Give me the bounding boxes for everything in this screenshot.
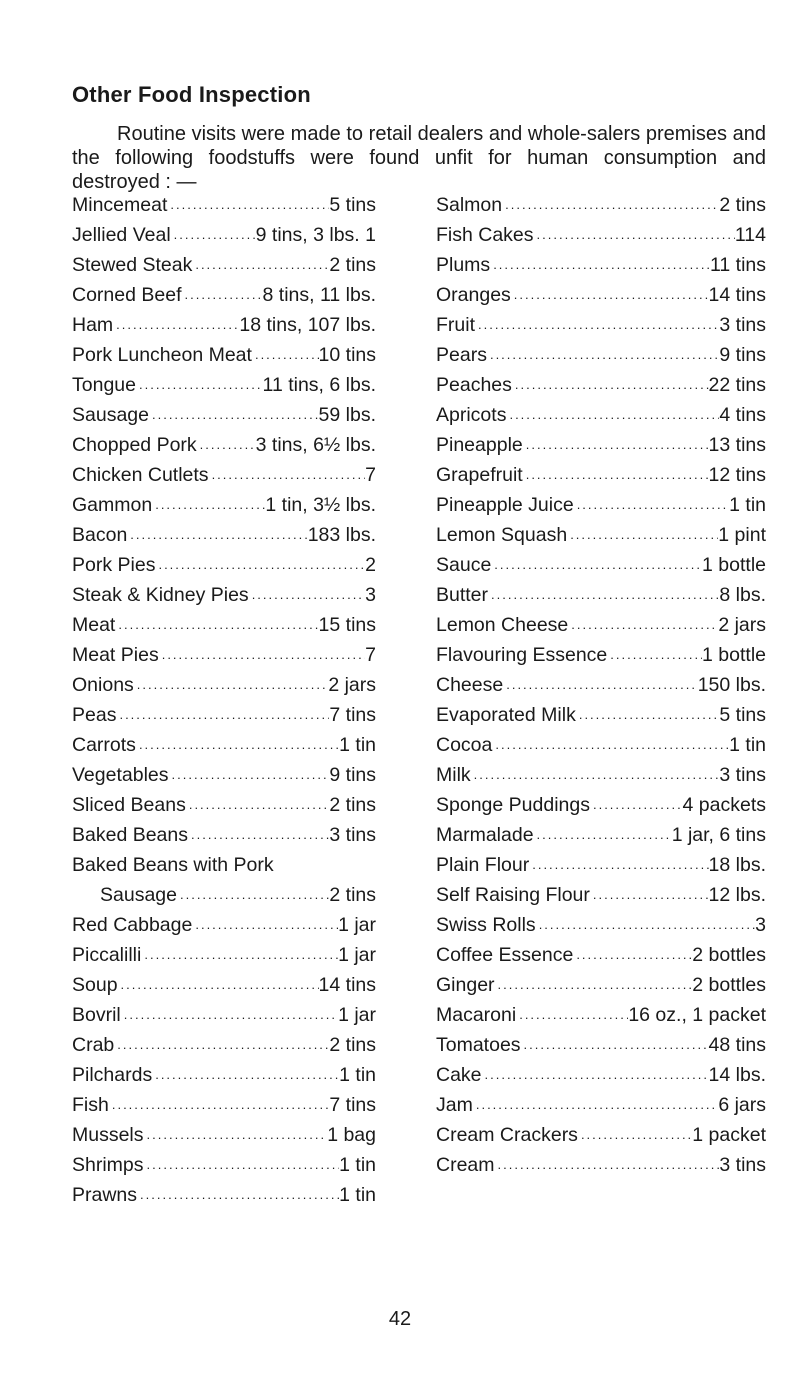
list-item (72, 730, 376, 760)
item-quantity: 3 tins, 6½ lbs. (255, 434, 376, 456)
list-item (436, 250, 766, 280)
item-quantity: 59 lbs. (318, 404, 376, 426)
dot-leader (534, 820, 672, 850)
dot-leader (136, 730, 339, 760)
dot-leader (114, 1030, 329, 1060)
list-item (436, 460, 766, 490)
list-item (72, 580, 376, 610)
dot-leader (192, 250, 329, 280)
list-item (72, 640, 376, 670)
item-name: Swiss Rolls (436, 914, 536, 936)
list-item (436, 610, 766, 640)
dot-leader (568, 610, 718, 640)
item-quantity: 9 tins (329, 764, 376, 786)
dot-leader (249, 580, 365, 610)
item-quantity: 2 (365, 554, 376, 576)
item-name: Plain Flour (436, 854, 530, 876)
item-quantity: 5 tins (719, 704, 766, 726)
list-item (436, 520, 766, 550)
list-item (72, 1060, 376, 1090)
item-quantity: 4 packets (682, 794, 766, 816)
list-item (72, 1120, 376, 1150)
list-item (436, 1090, 766, 1120)
list-item (436, 220, 766, 250)
dot-leader (473, 1090, 718, 1120)
item-quantity: 3 tins (329, 824, 376, 846)
item-name: Prawns (72, 1184, 138, 1206)
dot-leader (177, 880, 329, 910)
item-name: Lemon Cheese (436, 614, 569, 636)
item-quantity: 14 lbs. (708, 1064, 766, 1086)
item-name: Coffee Essence (436, 944, 574, 966)
dot-leader (567, 520, 718, 550)
dot-leader (534, 220, 735, 250)
list-item (72, 850, 376, 880)
dot-leader (152, 1060, 339, 1090)
item-quantity: 1 jar, 6 tins (671, 824, 766, 846)
dot-leader (155, 550, 365, 580)
list-item (436, 910, 766, 940)
list-item (72, 820, 376, 850)
list-item (72, 280, 376, 310)
list-item (436, 400, 766, 430)
item-name: Chicken Cutlets (72, 464, 209, 486)
item-quantity: 14 tins (318, 974, 376, 996)
item-quantity: 3 tins (719, 314, 766, 336)
list-item (436, 490, 766, 520)
item-name: Sausage (72, 404, 149, 426)
item-name: Tomatoes (436, 1034, 521, 1056)
dot-leader (503, 670, 697, 700)
list-item (72, 790, 376, 820)
item-quantity: 2 tins (329, 1034, 376, 1056)
item-name: Steak & Kidney Pies (72, 584, 249, 606)
list-item (72, 1030, 376, 1060)
item-quantity: 8 tins, 11 lbs. (262, 284, 376, 306)
intro-paragraph (72, 122, 766, 194)
item-quantity: 5 tins (329, 194, 376, 216)
dot-leader (167, 190, 329, 220)
dot-leader (159, 640, 365, 670)
item-quantity: 15 tins (318, 614, 376, 636)
dot-leader (144, 1120, 328, 1150)
dot-leader (115, 610, 318, 640)
item-name: Meat (72, 614, 116, 636)
right-item-list (436, 190, 766, 1180)
item-name: Red Cabbage (72, 914, 193, 936)
list-item (436, 640, 766, 670)
item-name: Oranges (436, 284, 511, 306)
item-name: Salmon (436, 194, 503, 216)
item-quantity: 6 jars (718, 1094, 766, 1116)
item-name: Macaroni (436, 1004, 517, 1026)
item-name: Bacon (72, 524, 128, 546)
list-item (436, 190, 766, 220)
list-item (72, 610, 376, 640)
item-quantity: 7 tins (329, 1094, 376, 1116)
dot-leader (471, 760, 720, 790)
list-item (436, 280, 766, 310)
list-item (436, 760, 766, 790)
item-quantity: 12 tins (708, 464, 766, 486)
list-item (72, 370, 376, 400)
list-item (72, 430, 376, 460)
list-item (72, 970, 376, 1000)
list-item (436, 940, 766, 970)
item-name: Sponge Puddings (436, 794, 590, 816)
item-name: Lemon Squash (436, 524, 568, 546)
dot-leader (109, 1090, 330, 1120)
dot-leader (137, 1180, 339, 1210)
item-name: Soup (72, 974, 118, 996)
dot-leader (252, 340, 319, 370)
list-item (436, 1000, 766, 1030)
item-name: Vegetables (72, 764, 169, 786)
dot-leader (487, 340, 719, 370)
dot-leader (169, 760, 330, 790)
item-name: Piccalilli (72, 944, 142, 966)
item-name: Apricots (436, 404, 507, 426)
item-name: Bovril (72, 1004, 121, 1026)
list-item (72, 1090, 376, 1120)
dot-leader (512, 370, 709, 400)
dot-leader (182, 280, 263, 310)
item-name: Pork Luncheon Meat (72, 344, 252, 366)
item-quantity: 7 (365, 464, 376, 486)
list-item (72, 490, 376, 520)
item-name: Pilchards (72, 1064, 153, 1086)
item-name: Shrimps (72, 1154, 144, 1176)
section-heading: Other Food Inspection (72, 82, 311, 107)
item-name: Meat Pies (72, 644, 159, 666)
dot-leader (118, 970, 319, 1000)
item-name: Baked Beans (72, 824, 189, 846)
dot-leader (116, 700, 329, 730)
list-item (72, 310, 376, 340)
list-item (436, 1120, 766, 1150)
item-name: Cream Crackers (436, 1124, 578, 1146)
dot-leader (144, 1150, 340, 1180)
list-item (436, 730, 766, 760)
item-quantity: 1 tin (339, 1184, 376, 1206)
item-quantity: 13 tins (708, 434, 766, 456)
list-item (72, 760, 376, 790)
item-quantity: 1 tin (339, 1064, 376, 1086)
item-name: Ham (72, 314, 114, 336)
dot-leader (149, 400, 319, 430)
item-name: Jellied Veal (72, 224, 171, 246)
item-quantity: 1 bottle (702, 554, 766, 576)
item-quantity: 1 tin (339, 1154, 376, 1176)
list-item (436, 880, 766, 910)
item-quantity: 1 jar (338, 914, 376, 936)
dot-leader (511, 280, 709, 310)
item-quantity: 7 tins (329, 704, 376, 726)
list-item (436, 700, 766, 730)
list-item (72, 940, 376, 970)
item-name: Mussels (72, 1124, 144, 1146)
item-quantity: 10 tins (318, 344, 376, 366)
dot-leader (482, 1060, 709, 1090)
list-item (72, 910, 376, 940)
dot-leader (576, 700, 720, 730)
list-item (72, 1000, 376, 1030)
item-quantity: 3 (755, 914, 766, 936)
item-name: Fruit (436, 314, 475, 336)
list-item (72, 550, 376, 580)
list-item (436, 1150, 766, 1180)
item-name: Grapefruit (436, 464, 523, 486)
item-name: Cream (436, 1154, 495, 1176)
item-quantity: 16 oz., 1 packet (628, 1004, 766, 1026)
item-quantity: 18 lbs. (708, 854, 766, 876)
item-name: Fish (72, 1094, 109, 1116)
list-item (72, 1180, 376, 1210)
item-quantity: 7 (365, 644, 376, 666)
list-item (436, 580, 766, 610)
list-item (436, 970, 766, 1000)
dot-leader (590, 880, 709, 910)
item-name: Onions (72, 674, 134, 696)
item-name: Flavouring Essence (436, 644, 608, 666)
item-quantity: 2 tins (329, 254, 376, 276)
item-name: Crab (72, 1034, 115, 1056)
dot-leader (574, 490, 729, 520)
dot-leader (495, 970, 693, 1000)
list-item (72, 400, 376, 430)
dot-leader (136, 370, 263, 400)
dot-leader (197, 430, 256, 460)
list-item (436, 670, 766, 700)
item-name: Chopped Pork (72, 434, 197, 456)
item-quantity: 4 tins (719, 404, 766, 426)
item-name: Gammon (72, 494, 153, 516)
list-item (72, 340, 376, 370)
item-quantity: 1 tin, 3½ lbs. (265, 494, 376, 516)
dot-leader (209, 460, 366, 490)
item-quantity: 1 pint (718, 524, 766, 546)
intro-text: Routine visits were made to retail dealers and whole-salers premises and the following foodstuffs were found unfit for human consumption and destroyed : — (72, 123, 766, 193)
item-quantity: 3 tins (719, 1154, 766, 1176)
item-name: Baked Beans with Pork (72, 854, 274, 876)
dot-leader (578, 1120, 692, 1150)
item-name: Ginger (436, 974, 495, 996)
dot-leader (502, 190, 719, 220)
item-name: Pork Pies (72, 554, 156, 576)
list-item (72, 460, 376, 490)
item-name: Sauce (436, 554, 492, 576)
item-name: Peaches (436, 374, 512, 396)
dot-leader (516, 1000, 628, 1030)
list-item (436, 1030, 766, 1060)
item-quantity: 2 tins (329, 794, 376, 816)
item-quantity: 8 lbs. (719, 584, 766, 606)
item-quantity: 1 jar (338, 944, 376, 966)
list-item (72, 670, 376, 700)
item-quantity: 1 packet (692, 1124, 766, 1146)
item-name: Pineapple (436, 434, 523, 456)
dot-leader (490, 250, 710, 280)
list-item (72, 700, 376, 730)
item-name: Cake (436, 1064, 482, 1086)
dot-leader (171, 220, 256, 250)
dot-leader (188, 820, 329, 850)
item-name: Cocoa (436, 734, 493, 756)
item-quantity: 18 tins, 107 lbs. (239, 314, 376, 336)
item-quantity: 9 tins (719, 344, 766, 366)
item-name: Marmalade (436, 824, 534, 846)
list-item (436, 310, 766, 340)
dot-leader (141, 940, 338, 970)
dot-leader (186, 790, 330, 820)
dot-leader (495, 1150, 720, 1180)
list-item (436, 820, 766, 850)
item-quantity: 114 (734, 224, 766, 246)
list-item (436, 850, 766, 880)
dot-leader (523, 430, 709, 460)
dot-leader (491, 550, 702, 580)
dot-leader (488, 580, 719, 610)
item-name: Self Raising Flour (436, 884, 590, 906)
dot-leader (152, 490, 265, 520)
list-item (436, 340, 766, 370)
item-quantity: 1 tin (729, 734, 766, 756)
item-name: Carrots (72, 734, 136, 756)
dot-leader (573, 940, 692, 970)
item-quantity: 183 lbs. (307, 524, 376, 546)
dot-leader (121, 1000, 338, 1030)
list-item (436, 550, 766, 580)
item-name: Pears (436, 344, 487, 366)
item-quantity: 9 tins, 3 lbs. 1 (255, 224, 376, 246)
item-name: Jam (436, 1094, 473, 1116)
list-item (72, 250, 376, 280)
item-name: Peas (72, 704, 117, 726)
item-quantity: 11 tins, 6 lbs. (262, 374, 376, 396)
item-name: Cheese (436, 674, 504, 696)
item-quantity: 2 tins (329, 884, 376, 906)
item-quantity: 1 bottle (702, 644, 766, 666)
dot-leader (590, 790, 683, 820)
page-number: 42 (388, 1308, 412, 1330)
dot-leader (521, 1030, 709, 1060)
dot-leader (506, 400, 719, 430)
list-item (436, 370, 766, 400)
item-quantity: 2 bottles (692, 974, 766, 996)
item-name: Butter (436, 584, 489, 606)
item-quantity: 150 lbs. (697, 674, 766, 696)
dot-leader (113, 310, 239, 340)
dot-leader (536, 910, 755, 940)
item-name: Corned Beef (72, 284, 182, 306)
dot-leader (475, 310, 719, 340)
dot-leader (523, 460, 709, 490)
dot-leader (492, 730, 729, 760)
item-name: Tongue (72, 374, 136, 396)
item-name: Stewed Steak (72, 254, 193, 276)
list-item (436, 790, 766, 820)
list-item (72, 1150, 376, 1180)
list-item (72, 190, 376, 220)
item-name: Plums (436, 254, 491, 276)
item-quantity: 1 bag (327, 1124, 376, 1146)
dot-leader (607, 640, 702, 670)
item-name: Milk (436, 764, 471, 786)
item-quantity: 2 jars (718, 614, 766, 636)
item-quantity: 1 tin (729, 494, 766, 516)
list-item (436, 1060, 766, 1090)
list-item (72, 520, 376, 550)
item-quantity: 14 tins (708, 284, 766, 306)
item-quantity: 11 tins (709, 254, 766, 276)
item-quantity: 2 bottles (692, 944, 766, 966)
item-quantity: 48 tins (708, 1034, 766, 1056)
dot-leader (529, 850, 708, 880)
dot-leader (192, 910, 338, 940)
item-name: Sliced Beans (72, 794, 186, 816)
item-quantity: 3 (365, 584, 376, 606)
item-name: Evaporated Milk (436, 704, 576, 726)
left-item-list (72, 190, 376, 1210)
item-quantity: 3 tins (719, 764, 766, 786)
dot-leader (134, 670, 329, 700)
item-quantity: 22 tins (708, 374, 766, 396)
item-quantity: 1 tin (339, 734, 376, 756)
item-name: Pineapple Juice (436, 494, 574, 516)
item-quantity: 12 lbs. (708, 884, 766, 906)
item-quantity: 1 jar (338, 1004, 376, 1026)
item-name: Sausage (100, 884, 177, 906)
item-quantity: 2 tins (719, 194, 766, 216)
item-name: Mincemeat (72, 194, 168, 216)
item-quantity: 2 jars (328, 674, 376, 696)
list-item (72, 880, 376, 910)
list-item (72, 220, 376, 250)
dot-leader (127, 520, 307, 550)
list-item (436, 430, 766, 460)
item-name: Fish Cakes (436, 224, 534, 246)
